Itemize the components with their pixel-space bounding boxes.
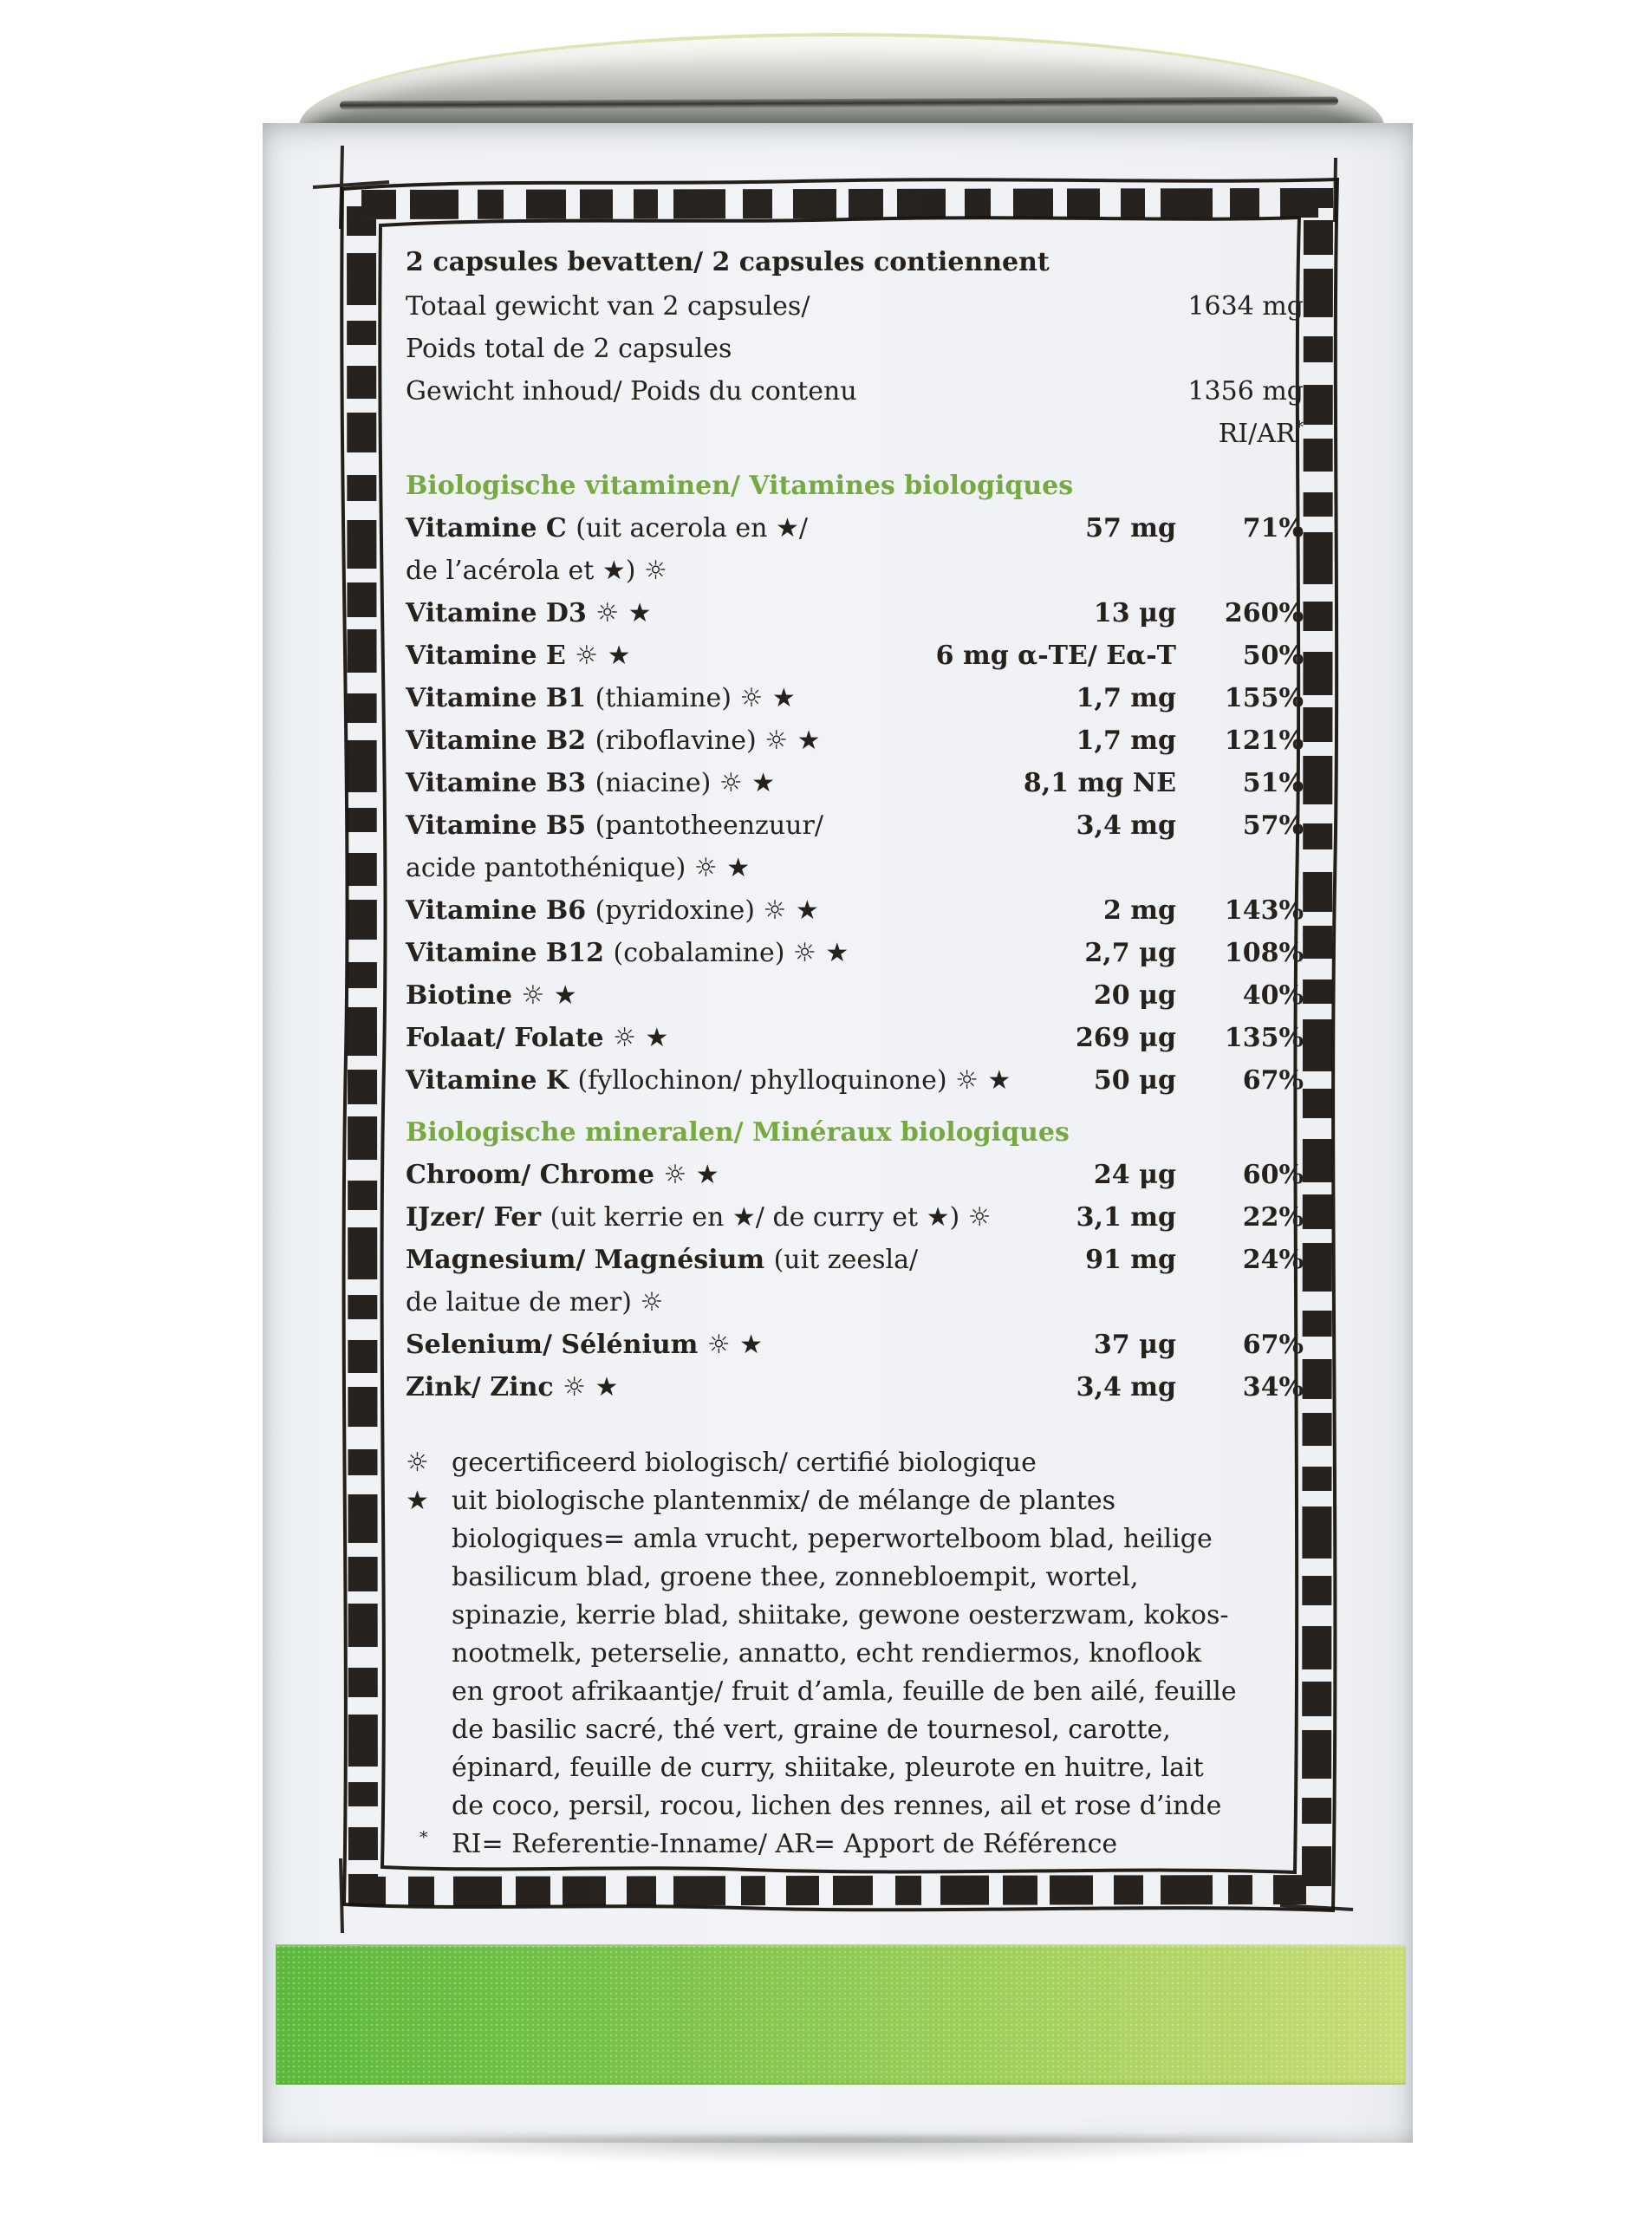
nutrient-row	[406, 1059, 1304, 1102]
name-text: / de curry et	[755, 1202, 927, 1233]
footnote-text: de basilic sacré, thé vert, graine de tournesol, carotte,	[452, 1715, 1171, 1745]
footnote-plant-mix-continued	[406, 1597, 1304, 1635]
percent-value: 22%	[1242, 1202, 1304, 1233]
nutrient-row	[406, 1017, 1304, 1059]
nutrient-name	[406, 938, 849, 968]
nutrient-name	[406, 683, 796, 713]
nutrient-name	[406, 598, 652, 628]
percent-value: 143%	[1224, 895, 1304, 926]
name-text: Vitamine E	[406, 641, 576, 671]
name-text: Vitamine D3	[406, 598, 596, 628]
organic-symbols: ★	[926, 1202, 950, 1233]
name-text: (uit zeesla/	[773, 1245, 919, 1275]
footnote-text: nootmelk, peterselie, annatto, echt rendiermos, knoflook	[452, 1638, 1202, 1669]
name-text: )	[625, 556, 644, 586]
nutrient-name	[406, 853, 750, 883]
nutrient-name	[406, 513, 808, 543]
footnote-plant-mix-continued	[406, 1711, 1304, 1749]
nutrient-row	[406, 634, 1304, 677]
name-text: Selenium/ Sélénium	[406, 1330, 707, 1360]
organic-symbols: ☼ ★	[955, 1065, 1011, 1096]
ri-ar-label: RI/AR*	[1218, 418, 1304, 449]
name-text: Vitamine B5	[406, 810, 595, 841]
box-bottom-shadow	[279, 2136, 1397, 2167]
percent-value: 51%	[1242, 768, 1304, 798]
name-text: Biotine	[406, 980, 522, 1011]
nutrient-row	[406, 550, 1304, 592]
organic-symbols: ☼	[967, 1202, 992, 1233]
organic-symbols: ☼	[640, 1287, 664, 1318]
percent-value: 67%	[1242, 1065, 1304, 1096]
organic-symbols: ☼ ★	[739, 683, 796, 713]
nutrient-row	[406, 932, 1304, 974]
percent-value: 40%	[1242, 980, 1304, 1011]
nutrient-row	[406, 1366, 1304, 1409]
box-lid	[299, 33, 1384, 127]
name-text: Vitamine B6	[406, 895, 595, 926]
nutrient-row	[406, 804, 1304, 847]
name-text: Vitamine C	[406, 513, 576, 543]
panel-header: 2 capsules bevatten/ 2 capsules contiennent	[406, 247, 1050, 277]
organic-symbols: ☼ ★	[521, 980, 577, 1011]
footnote-plant-mix-continued	[406, 1749, 1304, 1787]
footnote-text: spinazie, kerrie blad, shiitake, gewone oesterzwam, kokos-	[452, 1600, 1229, 1630]
name-text: Vitamine B12	[406, 938, 614, 968]
name-text: Vitamine K	[406, 1065, 578, 1096]
nutrient-row	[406, 1196, 1304, 1239]
name-text: (niacine)	[595, 768, 719, 798]
percent-value: 67%	[1242, 1330, 1304, 1360]
name-text: (cobalamine)	[613, 938, 793, 968]
name-text: IJzer/ Fer	[406, 1202, 550, 1233]
footnotes	[406, 1444, 1304, 1864]
nutrient-row	[406, 847, 1304, 889]
organic-symbols: ★	[775, 513, 799, 543]
percent-value: 57%	[1242, 810, 1304, 841]
organic-symbols: ☼ ★	[575, 641, 631, 671]
footnote-plant-mix-continued	[406, 1673, 1304, 1711]
organic-symbols: ☼	[644, 556, 667, 586]
name-text: (pantotheenzuur/	[595, 810, 823, 841]
nutrient-row	[406, 974, 1304, 1017]
organic-symbols: ☼ ★	[764, 726, 821, 756]
ri-ar-asterisk: *	[1295, 418, 1304, 437]
name-text: /	[798, 513, 808, 543]
amount-value: 50 μg	[1093, 1065, 1176, 1096]
nutrient-name	[406, 1160, 719, 1190]
amount-value: 1,7 mg	[1076, 726, 1176, 756]
nutrition-panel	[406, 241, 1304, 1864]
organic-symbols: ☼ ★	[763, 895, 819, 926]
nutrient-row	[406, 507, 1304, 550]
nutrition-table	[406, 241, 1304, 1409]
percent-value: 50%	[1242, 641, 1304, 671]
nutrient-name	[406, 1202, 992, 1233]
nutrient-row	[406, 889, 1304, 932]
nutrient-row	[406, 285, 1304, 328]
amount-value: 1,7 mg	[1076, 683, 1176, 713]
footnote-plant-mix-continued	[406, 1520, 1304, 1559]
sun-symbol-icon: ☼	[406, 1448, 429, 1478]
footnote-text: épinard, feuille de curry, shiitake, pleurote en huitre, lait	[452, 1753, 1204, 1783]
percent-value: 108%	[1224, 938, 1304, 968]
nutrient-name	[406, 810, 823, 841]
footnote-text: biologiques= amla vrucht, peperwortelboom blad, heilige	[452, 1524, 1213, 1554]
nutrient-row	[406, 1154, 1304, 1196]
organic-symbols: ★	[732, 1202, 756, 1233]
amount-value: 3,4 mg	[1076, 810, 1176, 841]
percent-value: 155%	[1224, 683, 1304, 713]
footnote-reference-intake	[406, 1825, 1304, 1864]
amount-value: 91 mg	[1085, 1245, 1176, 1275]
footnote-plant-mix-continued	[406, 1559, 1304, 1597]
name-text: de l’acérola et	[406, 556, 602, 586]
amount-value: 20 μg	[1093, 980, 1176, 1011]
amount-value: 24 μg	[1093, 1160, 1176, 1190]
name-text: acide pantothénique)	[406, 853, 694, 883]
percent-value: 260%	[1224, 598, 1304, 628]
nutrient-name	[406, 895, 819, 926]
nutrient-name	[406, 1065, 1011, 1096]
organic-symbols: ☼ ★	[663, 1160, 719, 1190]
name-text: de laitue de mer)	[406, 1287, 641, 1318]
nutrient-row	[406, 1324, 1304, 1366]
footnote-text: gecertificeerd biologisch/ certifié biologique	[452, 1448, 1037, 1478]
amount-value: 269 μg	[1075, 1023, 1176, 1053]
organic-symbols: ☼ ★	[792, 938, 849, 968]
nutrient-name	[406, 1287, 663, 1318]
organic-symbols: ★	[602, 556, 626, 586]
nutrient-name	[406, 376, 857, 407]
percent-value: 71%	[1242, 513, 1304, 543]
name-text: Vitamine B3	[406, 768, 595, 798]
organic-symbols: ☼ ★	[719, 768, 776, 798]
nutrient-name	[406, 291, 810, 322]
organic-symbols: ☼ ★	[693, 853, 751, 883]
nutrient-name	[406, 726, 821, 756]
amount-value: 3,1 mg	[1076, 1202, 1176, 1233]
name-text: Vitamine B1	[406, 683, 595, 713]
footnote-certified	[406, 1444, 1304, 1482]
footnote-text: RI= Referentie-Inname/ AR= Apport de Référence	[452, 1829, 1118, 1859]
nutrient-name	[406, 768, 775, 798]
nutrient-name	[406, 1023, 668, 1053]
nutrient-row	[406, 762, 1304, 804]
footnote-plant-mix	[406, 1482, 1304, 1520]
name-text: Totaal gewicht van 2 capsules/	[406, 291, 810, 322]
amount-value: 6 mg α-TE/ Eα-T	[935, 641, 1176, 671]
asterisk-icon: *	[420, 1828, 428, 1847]
name-text: Vitamine B2	[406, 726, 595, 756]
green-accent-band	[276, 1944, 1406, 2085]
star-symbol-icon: ★	[406, 1486, 429, 1516]
nutrient-name	[406, 980, 577, 1011]
amount-value: 13 μg	[1093, 598, 1176, 628]
nutrient-name	[406, 641, 630, 671]
name-text: (uit acerola en	[576, 513, 776, 543]
nutrient-name	[406, 1245, 918, 1275]
section-heading: Biologische vitaminen/ Vitamines biologiques	[406, 471, 1074, 501]
name-text: Zink/ Zinc	[406, 1372, 563, 1402]
organic-symbols: ☼ ★	[706, 1330, 764, 1360]
footnote-plant-mix-continued	[406, 1635, 1304, 1673]
organic-symbols: ☼ ★	[563, 1372, 619, 1402]
amount-value: 57 mg	[1085, 513, 1176, 543]
percent-value: 135%	[1224, 1023, 1304, 1053]
organic-symbols: ☼ ★	[613, 1023, 669, 1053]
nutrient-row	[406, 328, 1304, 370]
name-text: Chroom/ Chrome	[406, 1160, 664, 1190]
amount-value: 1634 mg	[1187, 291, 1304, 322]
nutrient-name	[406, 334, 732, 364]
organic-symbols: ☼ ★	[595, 598, 652, 628]
nutrient-row	[406, 1239, 1304, 1281]
footnote-text: en groot afrikaantje/ fruit d’amla, feuille de ben ailé, feuille	[452, 1676, 1237, 1707]
nutrient-name	[406, 1330, 763, 1360]
ri-ar-row	[406, 413, 1304, 455]
amount-value: 2,7 μg	[1084, 938, 1176, 968]
name-text: (riboflavine)	[595, 726, 765, 756]
name-text: (thiamine)	[595, 683, 740, 713]
amount-value: 8,1 mg NE	[1023, 768, 1176, 798]
percent-value: 121%	[1224, 726, 1304, 756]
name-text: Magnesium/ Magnésium	[406, 1245, 774, 1275]
nutrient-row	[406, 677, 1304, 719]
nutrient-name	[406, 1372, 618, 1402]
nutrient-name	[406, 556, 667, 586]
nutrient-row	[406, 592, 1304, 634]
footnote-text: uit biologische plantenmix/ de mélange de plantes	[452, 1486, 1116, 1516]
percent-value: 24%	[1242, 1245, 1304, 1275]
name-text: (uit kerrie en	[550, 1202, 732, 1233]
amount-value: 2 mg	[1102, 895, 1176, 926]
percent-value: 60%	[1242, 1160, 1304, 1190]
percent-value: 34%	[1242, 1372, 1304, 1402]
nutrient-row	[406, 1281, 1304, 1324]
name-text: (pyridoxine)	[595, 895, 764, 926]
footnote-text: de coco, persil, rocou, lichen des rennes, ail et rose d’inde	[452, 1791, 1222, 1821]
nutrient-row	[406, 370, 1304, 413]
name-text: Gewicht inhoud/ Poids du contenu	[406, 376, 857, 407]
nutrient-row	[406, 719, 1304, 762]
footnote-text: basilicum blad, groene thee, zonnebloempit, wortel,	[452, 1562, 1139, 1592]
name-text: Poids total de 2 capsules	[406, 334, 732, 364]
amount-value: 37 μg	[1093, 1330, 1176, 1360]
name-text: (fyllochinon/ phylloquinone)	[577, 1065, 956, 1096]
amount-value: 3,4 mg	[1076, 1372, 1176, 1402]
section-heading: Biologische mineralen/ Minéraux biologiques	[406, 1117, 1070, 1148]
name-text: Folaat/ Folate	[406, 1023, 614, 1053]
footnote-plant-mix-continued	[406, 1787, 1304, 1825]
amount-value: 1356 mg	[1187, 376, 1304, 407]
name-text: )	[949, 1202, 968, 1233]
